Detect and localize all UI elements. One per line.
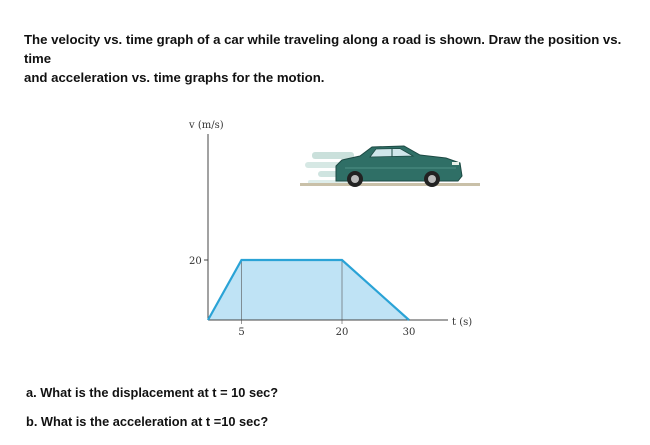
x-axis-label: t (s)	[452, 317, 473, 328]
car-icon	[300, 146, 480, 187]
question-b: b. What is the acceleration at t =10 sec?	[26, 414, 269, 429]
y-tick-label-20: 20	[189, 256, 202, 267]
question-a: a. What is the displacement at t = 10 sec?	[26, 385, 279, 400]
problem-statement-line1: The velocity vs. time graph of a car while traveling along a road is shown. Draw the position vs. time	[24, 32, 622, 66]
x-tick-label-20: 20	[335, 327, 349, 338]
x-tick-label-30: 30	[402, 327, 416, 338]
x-tick-label-5: 5	[238, 327, 245, 338]
problem-statement-line2: and acceleration vs. time graphs for the motion.	[24, 70, 325, 85]
velocity-area-fill	[208, 260, 409, 320]
y-axis-label: v (m/s)	[189, 120, 224, 131]
